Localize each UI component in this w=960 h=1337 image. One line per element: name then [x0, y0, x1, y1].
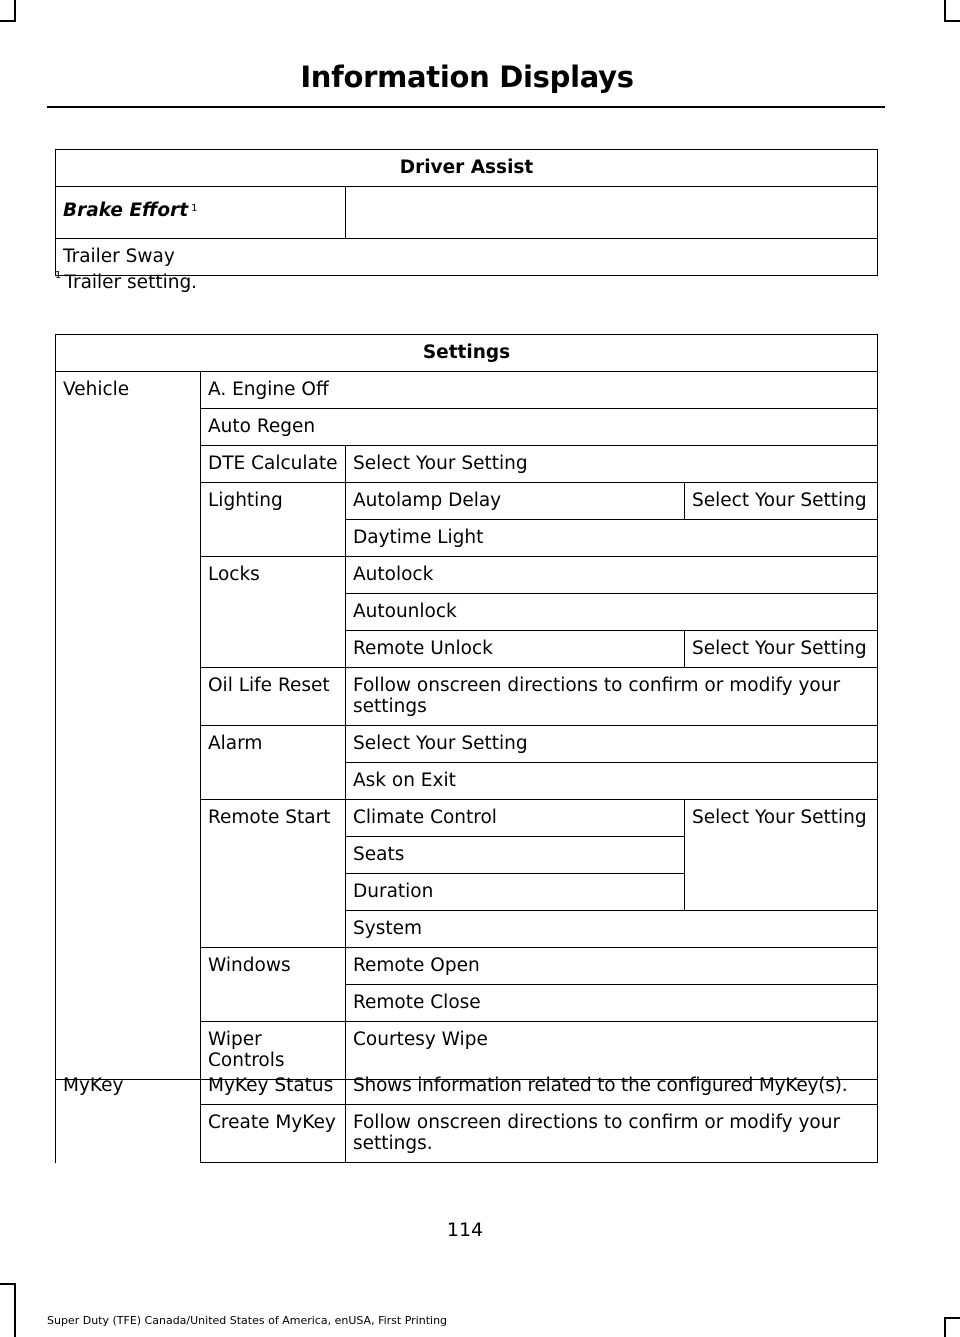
brake-effort-cell	[56, 187, 346, 239]
trailer-sway-cell: Trailer Sway	[56, 239, 878, 276]
crop-mark	[14, 0, 16, 20]
crop-mark	[944, 1317, 960, 1319]
locks-cell: Locks	[201, 557, 346, 668]
oil-life-text-cell: Follow onscreen directions to confirm or modify your settings	[346, 668, 878, 726]
page-footer: Super Duty (TFE) Canada/United States of America, enUSA, First Printing	[47, 1314, 448, 1327]
settings-table	[55, 334, 878, 1080]
crop-mark	[0, 20, 16, 22]
mykey-status-text-cell: Shows information related to the configured MyKey(s).	[346, 1068, 878, 1105]
mykey-status-cell: MyKey Status	[201, 1068, 346, 1105]
remote-unlock-select-cell: Select Your Setting	[685, 631, 878, 668]
oil-life-reset-cell: Oil Life Reset	[201, 668, 346, 726]
crop-mark	[0, 1283, 16, 1285]
remote-unlock-cell: Remote Unlock	[346, 631, 685, 668]
table-row	[56, 1068, 878, 1105]
table-row	[56, 187, 878, 239]
autounlock-cell: Autounlock	[346, 594, 878, 631]
empty-cell	[346, 187, 878, 239]
wiper-controls-cell: Wiper Controls	[201, 1022, 346, 1080]
mykey-cell: MyKey	[56, 1068, 201, 1163]
table-row	[56, 335, 878, 372]
remote-close-cell: Remote Close	[346, 985, 878, 1022]
crop-mark	[944, 20, 960, 22]
dte-select-cell: Select Your Setting	[346, 446, 878, 483]
table-row	[56, 372, 878, 409]
remote-start-select-cell: Select Your Setting	[685, 800, 878, 911]
title-rule	[47, 106, 885, 108]
autolamp-delay-cell: Autolamp Delay	[346, 483, 685, 520]
crop-mark	[944, 0, 946, 20]
page-number: 114	[446, 1219, 484, 1241]
table-header: Settings	[56, 335, 878, 372]
create-mykey-cell: Create MyKey	[201, 1105, 346, 1163]
remote-start-cell: Remote Start	[201, 800, 346, 948]
page-title: Information Displays	[300, 60, 634, 94]
create-mykey-text-cell: Follow onscreen directions to confirm or modify your settings.	[346, 1105, 878, 1163]
brake-effort-label: Brake Effort	[63, 200, 189, 221]
footnote-ref: 1	[191, 203, 198, 214]
seats-cell: Seats	[346, 837, 685, 874]
table-row	[56, 150, 878, 187]
alarm-select-cell: Select Your Setting	[346, 726, 878, 763]
climate-control-cell: Climate Control	[346, 800, 685, 837]
system-cell: System	[346, 911, 878, 948]
remote-open-cell: Remote Open	[346, 948, 878, 985]
crop-mark	[944, 1317, 946, 1337]
vehicle-cell: Vehicle	[56, 372, 201, 1080]
footnote-text: Trailer setting.	[64, 272, 198, 293]
dte-calculate-cell: DTE Calculate	[201, 446, 346, 483]
crop-mark	[14, 1283, 16, 1337]
ask-on-exit-cell: Ask on Exit	[346, 763, 878, 800]
footnote-mark: 1	[55, 270, 62, 281]
lighting-cell: Lighting	[201, 483, 346, 557]
table-row	[56, 239, 878, 276]
a-engine-off-cell: A. Engine Off	[201, 372, 878, 409]
autolamp-select-cell: Select Your Setting	[685, 483, 878, 520]
daytime-light-cell: Daytime Light	[346, 520, 878, 557]
courtesy-wipe-cell: Courtesy Wipe	[346, 1022, 878, 1080]
windows-cell: Windows	[201, 948, 346, 1022]
driver-assist-table	[55, 149, 878, 276]
footnote	[55, 272, 197, 293]
table-header: Driver Assist	[56, 150, 878, 187]
settings-table-mykey	[55, 1068, 878, 1163]
autolock-cell: Autolock	[346, 557, 878, 594]
duration-cell: Duration	[346, 874, 685, 911]
auto-regen-cell: Auto Regen	[201, 409, 878, 446]
alarm-cell: Alarm	[201, 726, 346, 800]
